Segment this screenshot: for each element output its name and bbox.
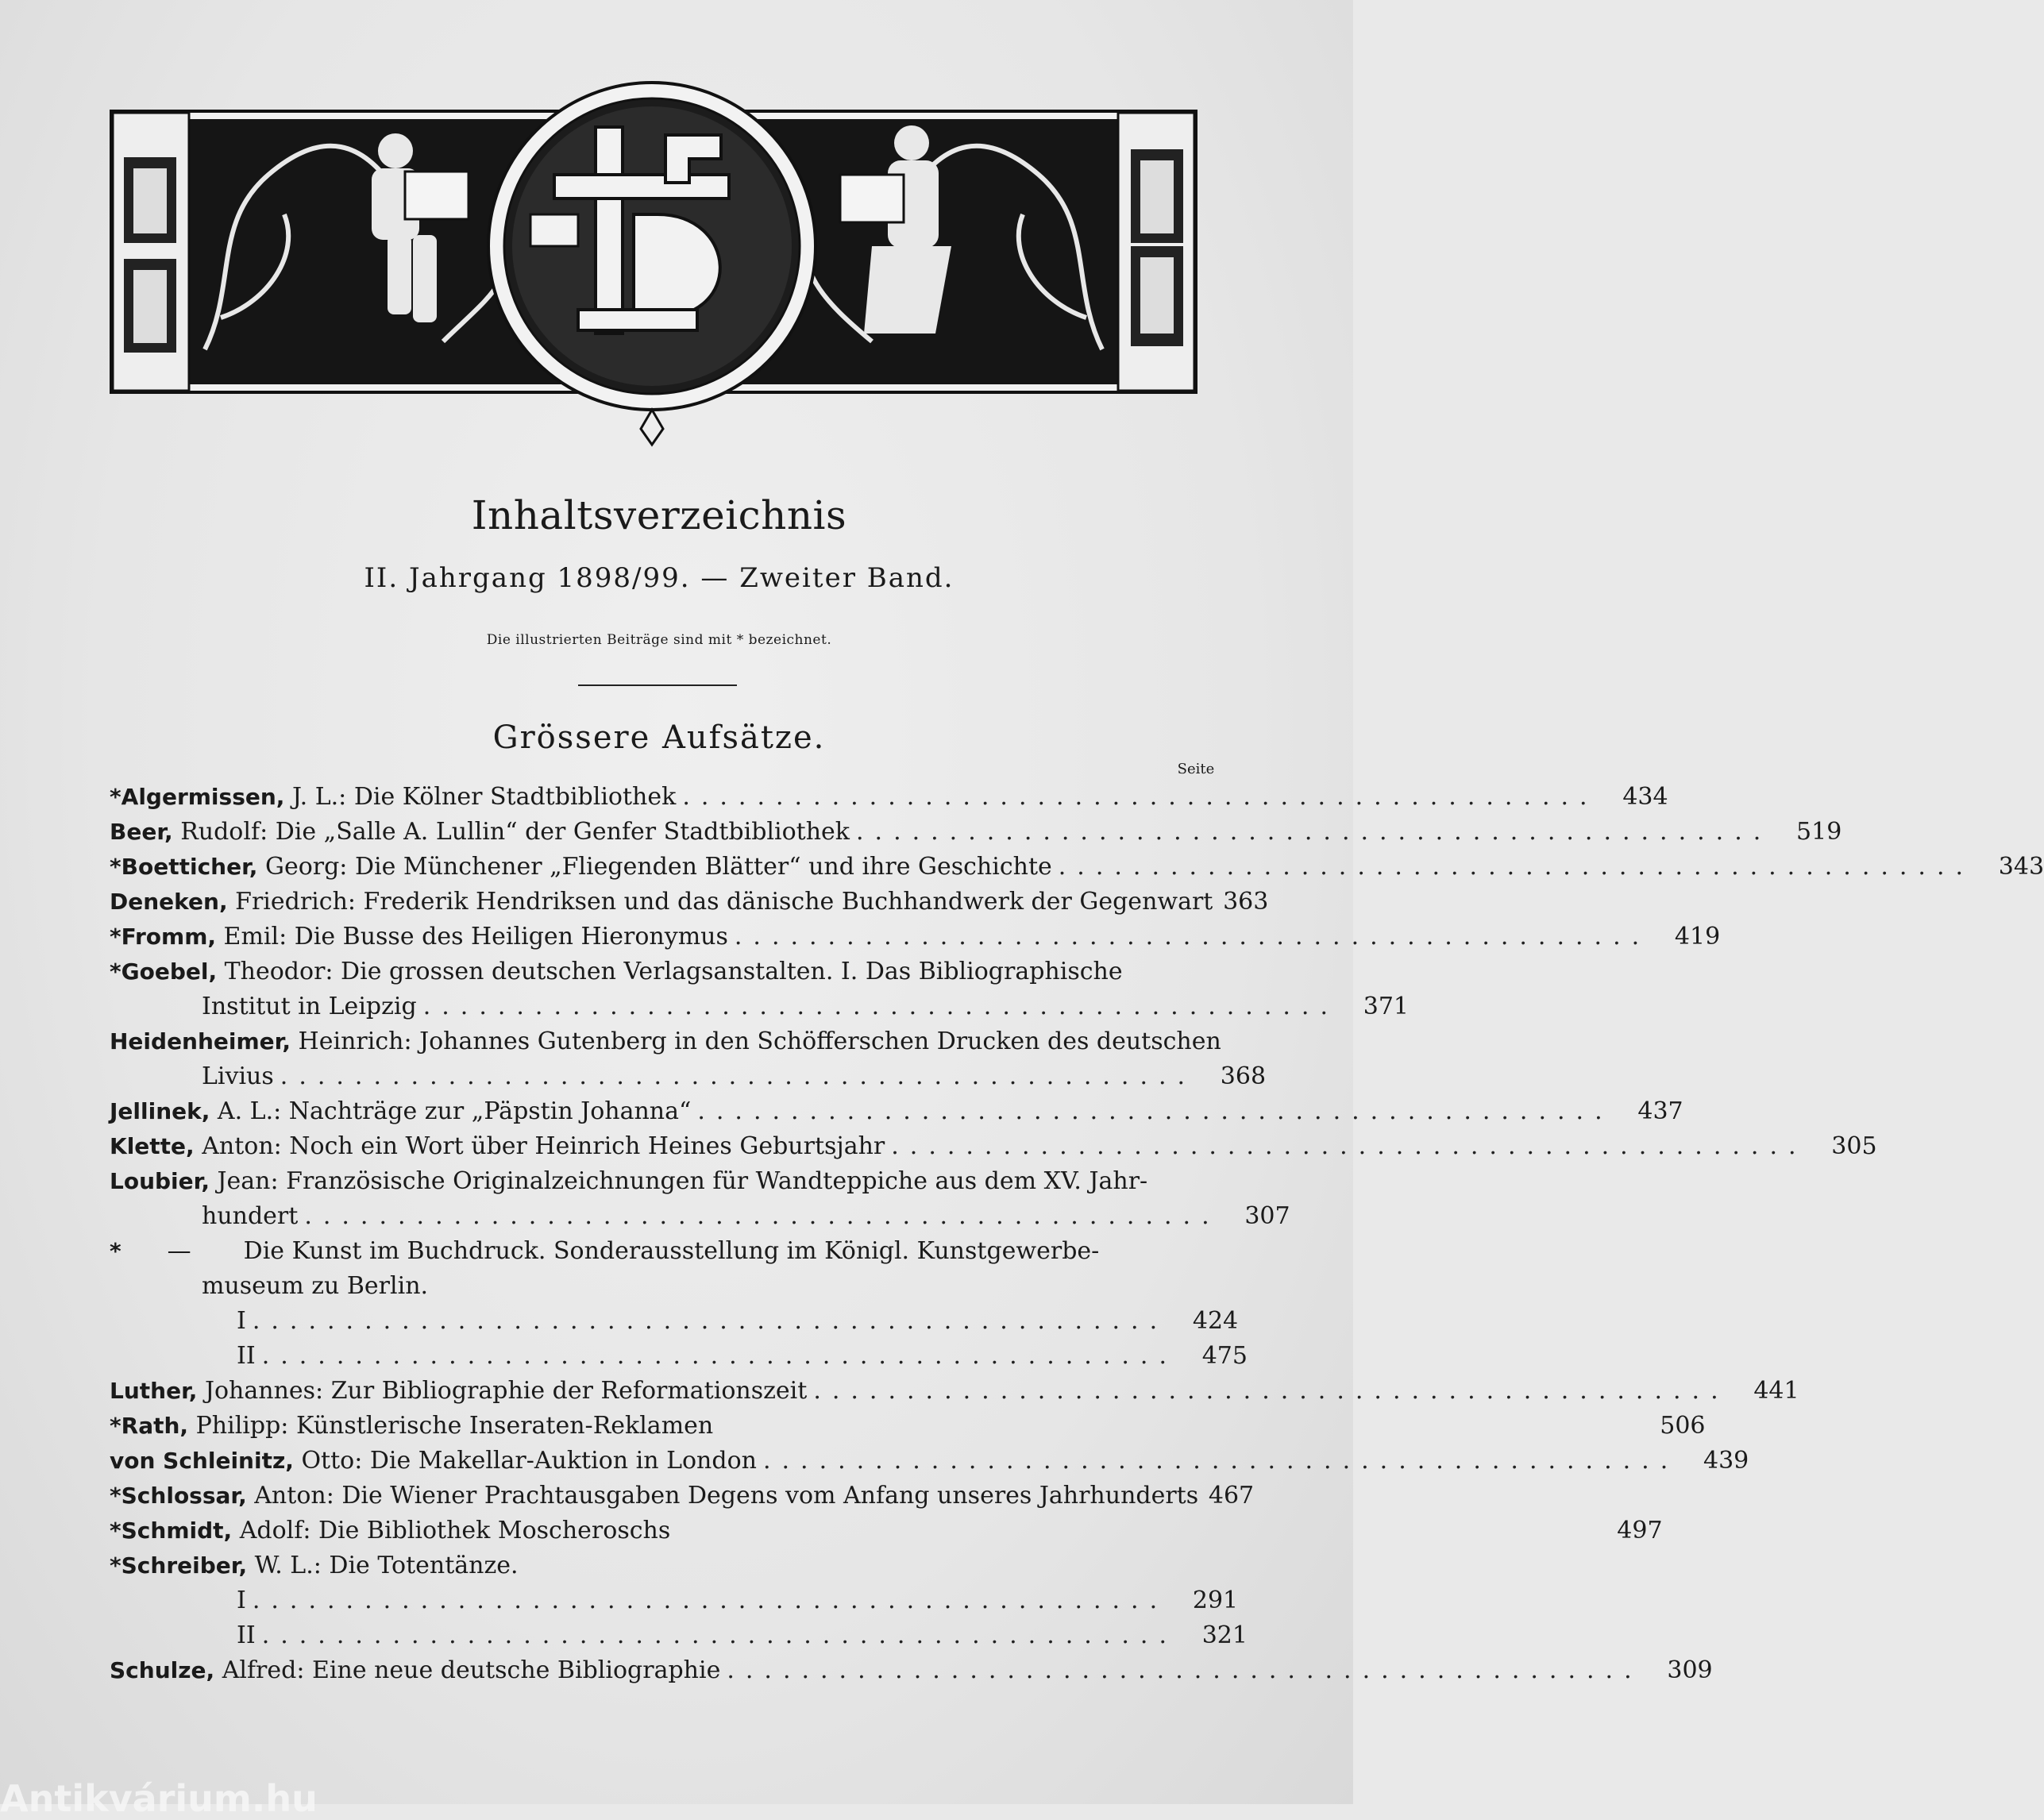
leader-dots: ................................................. (762, 1447, 1680, 1475)
toc-entry[interactable] (110, 920, 1721, 954)
entry-title: A. L.: Nachträge zur „Päpstin Johanna“ (210, 1097, 692, 1125)
section-heading: Grössere Aufsätze. (492, 719, 826, 756)
entry-page: 343 (1998, 853, 2044, 881)
divider-rule (578, 684, 737, 686)
ditto-dash: — (167, 1237, 191, 1265)
toc-entry[interactable] (110, 1409, 1706, 1444)
leader-dots: ................................................. (682, 783, 1599, 811)
entry-author: Schulze, (110, 1657, 215, 1683)
entry-title: J. L.: Die Kölner Stadtbibliothek (284, 783, 677, 811)
entry-title-continued: Institut in Leipzig (202, 993, 417, 1020)
part-label: I (237, 1587, 246, 1614)
entry-page: 371 (1363, 993, 1409, 1020)
entry-title: Emil: Die Busse des Heiligen Hieronymus (216, 923, 728, 950)
entry-page: 506 (1660, 1412, 1706, 1440)
illustration-note: Die illustrierten Beiträge sind mit * bezeichnet. (486, 632, 832, 648)
entry-title: Otto: Die Makellar-Auktion in London (293, 1447, 757, 1475)
toc-entry[interactable] (110, 1513, 1663, 1548)
leader-dots: ................................................. (280, 1062, 1197, 1090)
entry-title: Adolf: Die Bibliothek Moscheroschs (232, 1517, 671, 1544)
leader-dots: ................................................. (252, 1587, 1169, 1614)
page-title: Inhaltsverzeichnis (471, 492, 847, 538)
leader-dots: ................................................. (856, 818, 1772, 846)
entry-title: W. L.: Die Totentänze. (247, 1552, 519, 1579)
entry-page: 475 (1201, 1342, 1248, 1370)
entry-page: 441 (1753, 1377, 1799, 1405)
toc-entry[interactable] (110, 1444, 1749, 1479)
entry-author: *Schmidt, (110, 1517, 233, 1544)
entry-title: Heinrich: Johannes Gutenberg in den Schöfferschen Drucken des deutschen (291, 1028, 1221, 1055)
entry-page: 307 (1244, 1202, 1290, 1230)
entry-title: Die Kunst im Buchdruck. Sonderausstellung im Königl. Kunstgewerbe- (243, 1237, 1100, 1265)
entry-page: 437 (1637, 1097, 1683, 1125)
entry-author: Klette, (110, 1133, 195, 1159)
part-label: I (237, 1307, 246, 1335)
entry-title: Friedrich: Frederik Hendriksen und das dänische Buchhandwerk der Gegenwart (227, 888, 1213, 916)
toc-entry[interactable] (110, 1479, 1255, 1513)
entry-page: 419 (1674, 923, 1721, 950)
entry-title-continued: hundert (202, 1202, 299, 1230)
entry-title: Anton: Die Wiener Prachtausgaben Degens vom Anfang unseres Jahrhunderts (246, 1482, 1199, 1510)
volume-subtitle: II. Jahrgang 1898/99. — Zweiter Band. (364, 562, 955, 594)
leader-dots: ................................................. (697, 1097, 1614, 1125)
toc-entry[interactable] (110, 1094, 1683, 1129)
toc-entry[interactable] (110, 1164, 1290, 1234)
toc-entry[interactable] (110, 1129, 1877, 1164)
leader-dots: ................................................. (261, 1621, 1178, 1649)
decorative-header-illustration (110, 79, 1197, 405)
entry-author: * (110, 1238, 121, 1264)
part-label: II (237, 1621, 256, 1649)
entry-author: Jellinek, (110, 1098, 210, 1124)
leader-dots: ................................................. (727, 1656, 1643, 1684)
entry-author: von Schleinitz, (110, 1448, 294, 1474)
entry-page: 368 (1220, 1062, 1267, 1090)
entry-page: 305 (1831, 1132, 1877, 1160)
entry-page: 467 (1208, 1482, 1255, 1510)
toc-entry[interactable] (110, 780, 1668, 815)
entry-author: Deneken, (110, 889, 228, 915)
toc-entry[interactable] (110, 850, 2044, 885)
toc-entry[interactable] (110, 1234, 1248, 1374)
entry-author: *Boetticher, (110, 854, 258, 880)
entry-title-continued: Livius (202, 1062, 274, 1090)
table-of-contents (110, 780, 2044, 1688)
toc-entry[interactable] (110, 1374, 1799, 1409)
leader-dots: ................................................. (261, 1342, 1178, 1370)
entry-author: Loubier, (110, 1168, 210, 1194)
toc-entry[interactable] (110, 1548, 1248, 1653)
toc-entry[interactable] (110, 815, 1842, 850)
entry-author: *Schlossar, (110, 1483, 247, 1509)
entry-page: 439 (1703, 1447, 1749, 1475)
entry-title: Anton: Noch ein Wort über Heinrich Heines Geburtsjahr (194, 1132, 885, 1160)
leader-dots: ................................................. (1058, 853, 1975, 881)
leader-dots: ................................................. (813, 1377, 1730, 1405)
toc-entry[interactable] (110, 885, 1269, 920)
leader-dots: ................................................. (252, 1307, 1169, 1335)
leader-dots: ................................................. (304, 1202, 1221, 1230)
entry-page: 519 (1796, 818, 1842, 846)
entry-page: 309 (1667, 1656, 1713, 1684)
entry-title: Theodor: Die grossen deutschen Verlagsanstalten. I. Das Bibliographische (217, 958, 1123, 985)
entry-title: Philipp: Künstlerische Inseraten-Reklamen (188, 1412, 714, 1440)
entry-page: 321 (1201, 1621, 1248, 1649)
entry-author: *Rath, (110, 1413, 189, 1439)
entry-author: Luther, (110, 1378, 198, 1404)
entry-title: Georg: Die Münchener „Fliegenden Blätter“ und ihre Geschichte (257, 853, 1052, 881)
entry-page: 434 (1622, 783, 1668, 811)
entry-title: Johannes: Zur Bibliographie der Reformationszeit (197, 1377, 808, 1405)
entry-page: 424 (1192, 1307, 1239, 1335)
leader-dots: ................................................. (734, 923, 1651, 950)
entry-author: *Goebel, (110, 958, 218, 985)
entry-title: Jean: Französische Originalzeichnungen für Wandteppiche aus dem XV. Jahr- (209, 1167, 1148, 1195)
watermark-text: Antikvárium.hu (0, 1777, 318, 1820)
entry-author: Heidenheimer, (110, 1028, 291, 1055)
leader-dots: ................................................. (891, 1132, 1807, 1160)
entry-title: Rudolf: Die „Salle A. Lullin“ der Genfer Stadtbibliothek (172, 818, 850, 846)
toc-entry[interactable] (110, 1024, 1267, 1094)
entry-page: 363 (1223, 888, 1269, 916)
entry-author: *Fromm, (110, 923, 217, 950)
entry-title-continued: museum zu Berlin. (202, 1272, 429, 1300)
toc-entry[interactable] (110, 1653, 1713, 1688)
entry-author: *Schreiber, (110, 1552, 248, 1579)
part-label: II (237, 1342, 256, 1370)
entry-title: Alfred: Eine neue deutsche Bibliographie (214, 1656, 721, 1684)
entry-author: *Algermissen, (110, 784, 285, 810)
page-column-label: Seite (1177, 761, 1215, 777)
toc-entry[interactable] (110, 954, 1409, 1024)
leader-dots: ................................................. (422, 993, 1339, 1020)
entry-author: Beer, (110, 819, 173, 845)
entry-page: 291 (1192, 1587, 1239, 1614)
entry-page: 497 (1617, 1517, 1663, 1544)
